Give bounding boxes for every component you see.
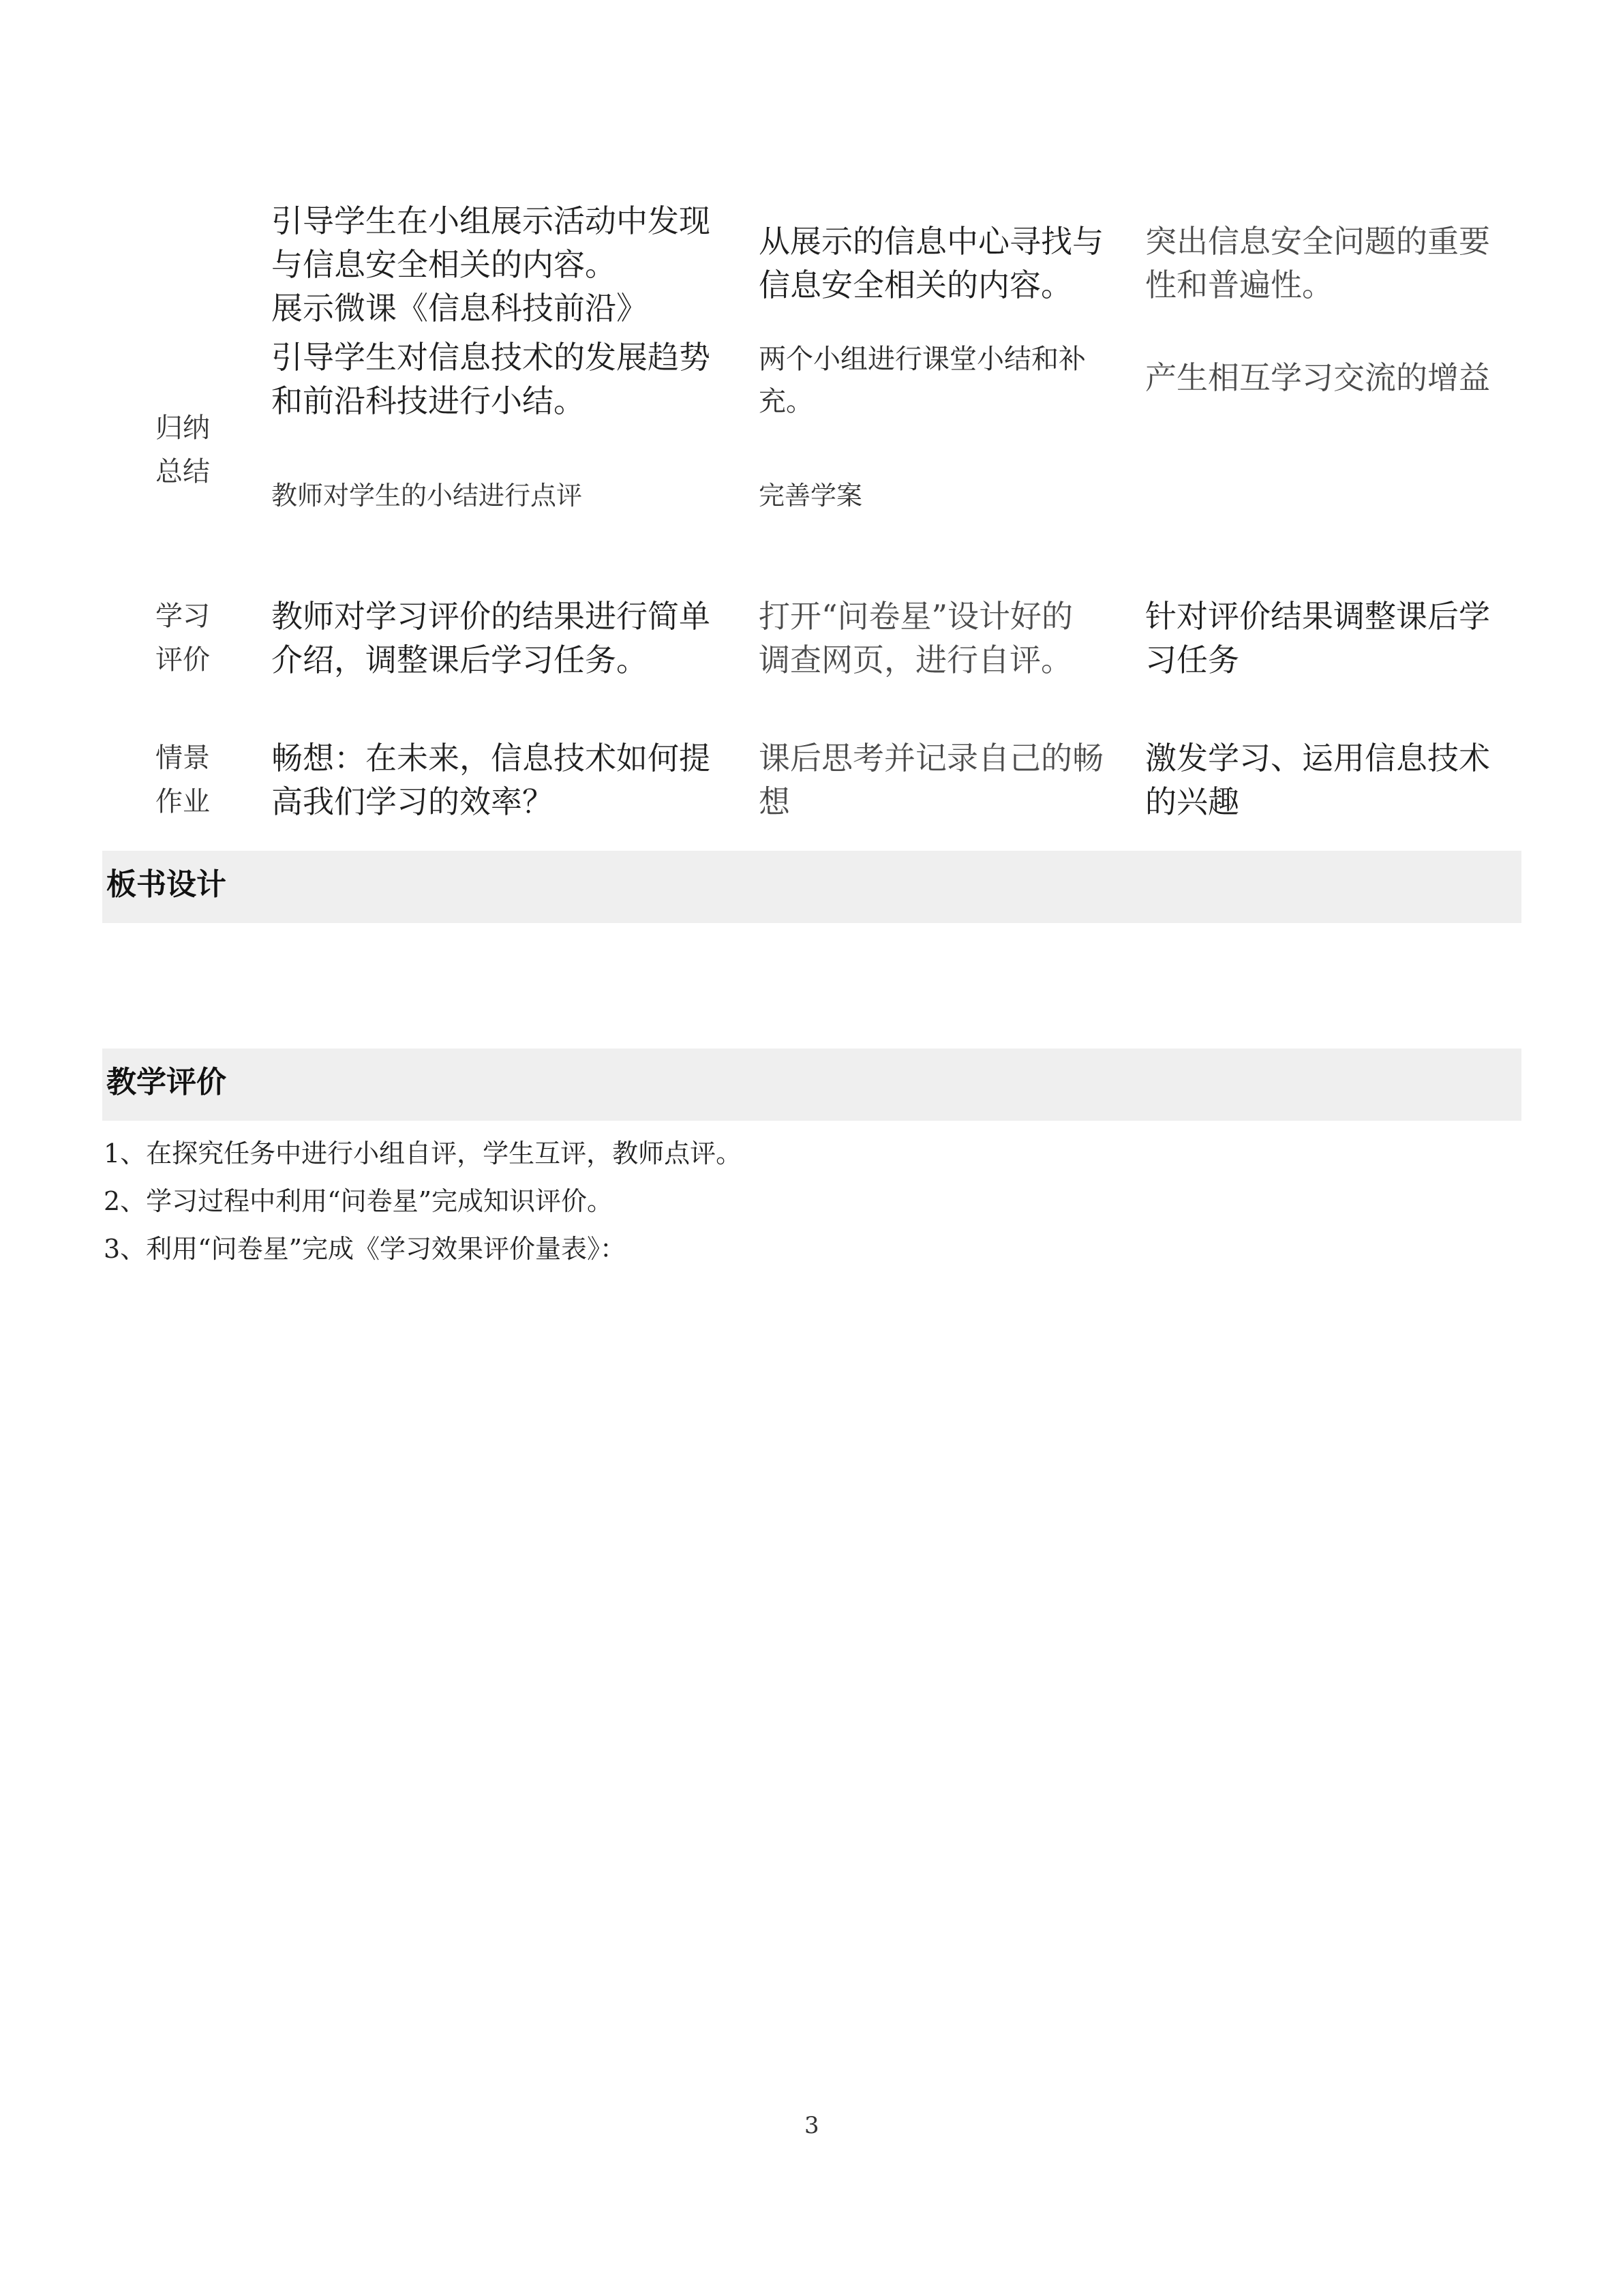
evaluation-teacher xyxy=(271,594,710,682)
text-line: 调查网页，进行自评。 xyxy=(759,641,1072,678)
page-number: 3 xyxy=(804,2112,819,2139)
list-item: 1、在探究任务中进行小组自评，学生互评，教师点评。 xyxy=(104,1138,742,1168)
text-line: 充。 xyxy=(759,386,813,417)
section-title: 教学评价 xyxy=(106,1065,226,1100)
homework-student xyxy=(759,736,1104,824)
text-line: 与信息安全相关的内容。 xyxy=(271,246,616,283)
text-line: 性和普遍性。 xyxy=(1145,267,1333,303)
summary-r3-student: 完善学案 xyxy=(759,481,863,511)
text-line: 针对评价结果调整课后学 xyxy=(1145,598,1490,635)
text-line: 习任务 xyxy=(1145,641,1239,678)
homework-teacher xyxy=(271,736,710,824)
text-line: 突出信息安全问题的重要 xyxy=(1145,223,1490,260)
row-label-line: 总结 xyxy=(155,456,210,487)
text-line: 课后思考并记录自己的畅 xyxy=(759,740,1104,776)
summary-r1-intent xyxy=(1145,220,1490,307)
summary-r1-teacher xyxy=(271,199,710,330)
list-item: 3、利用“问卷星”完成《学习效果评价量表》： xyxy=(104,1234,626,1264)
row-label-line: 归纳 xyxy=(155,412,210,444)
row-label-summary xyxy=(155,406,210,494)
section-board-design xyxy=(102,851,1521,923)
text-line: 引导学生对信息技术的发展趋势 xyxy=(271,339,710,376)
summary-r2-intent xyxy=(1145,356,1490,399)
evaluation-list xyxy=(104,1136,742,1267)
text-line: 从展示的信息中心寻找与 xyxy=(759,223,1104,260)
row-label-line: 作业 xyxy=(155,786,210,817)
text-line: 打开“问卷星”设计好的 xyxy=(759,598,1074,635)
text-line: 激发学习、运用信息技术 xyxy=(1145,740,1490,776)
text-line: 两个小组进行课堂小结和补 xyxy=(759,344,1086,375)
text-line: 产生相互学习交流的增益 xyxy=(1145,359,1490,396)
text-line: 高我们学习的效率？ xyxy=(271,783,553,820)
row-label-line: 情景 xyxy=(155,742,210,774)
text-line: 介绍，调整课后学习任务。 xyxy=(271,641,648,678)
homework-intent xyxy=(1145,736,1490,824)
section-teaching-evaluation xyxy=(102,1048,1521,1121)
summary-r2-teacher xyxy=(271,335,710,423)
text-line: 和前沿科技进行小结。 xyxy=(271,382,585,419)
text-line: 畅想：在未来，信息技术如何提 xyxy=(271,740,710,776)
text-line: 引导学生在小组展示活动中发现 xyxy=(271,202,710,239)
row-label-evaluation xyxy=(155,594,210,682)
row-label-homework xyxy=(155,736,210,824)
text-line: 的兴趣 xyxy=(1145,783,1239,820)
summary-r1-student xyxy=(759,220,1104,307)
section-title: 板书设计 xyxy=(106,867,226,902)
row-label-line: 学习 xyxy=(155,601,210,632)
text-line: 展示微课《信息科技前沿》 xyxy=(271,290,648,327)
summary-r2-student xyxy=(759,338,1086,423)
text-line: 想 xyxy=(759,783,790,820)
text-line: 教师对学习评价的结果进行简单 xyxy=(271,598,710,635)
summary-r3-teacher: 教师对学生的小结进行点评 xyxy=(271,481,583,511)
evaluation-intent xyxy=(1145,594,1490,682)
list-item: 2、学习过程中利用“问卷星”完成知识评价。 xyxy=(104,1186,613,1216)
row-label-line: 评价 xyxy=(155,644,210,676)
text-line: 信息安全相关的内容。 xyxy=(759,267,1072,303)
evaluation-student xyxy=(759,594,1073,682)
